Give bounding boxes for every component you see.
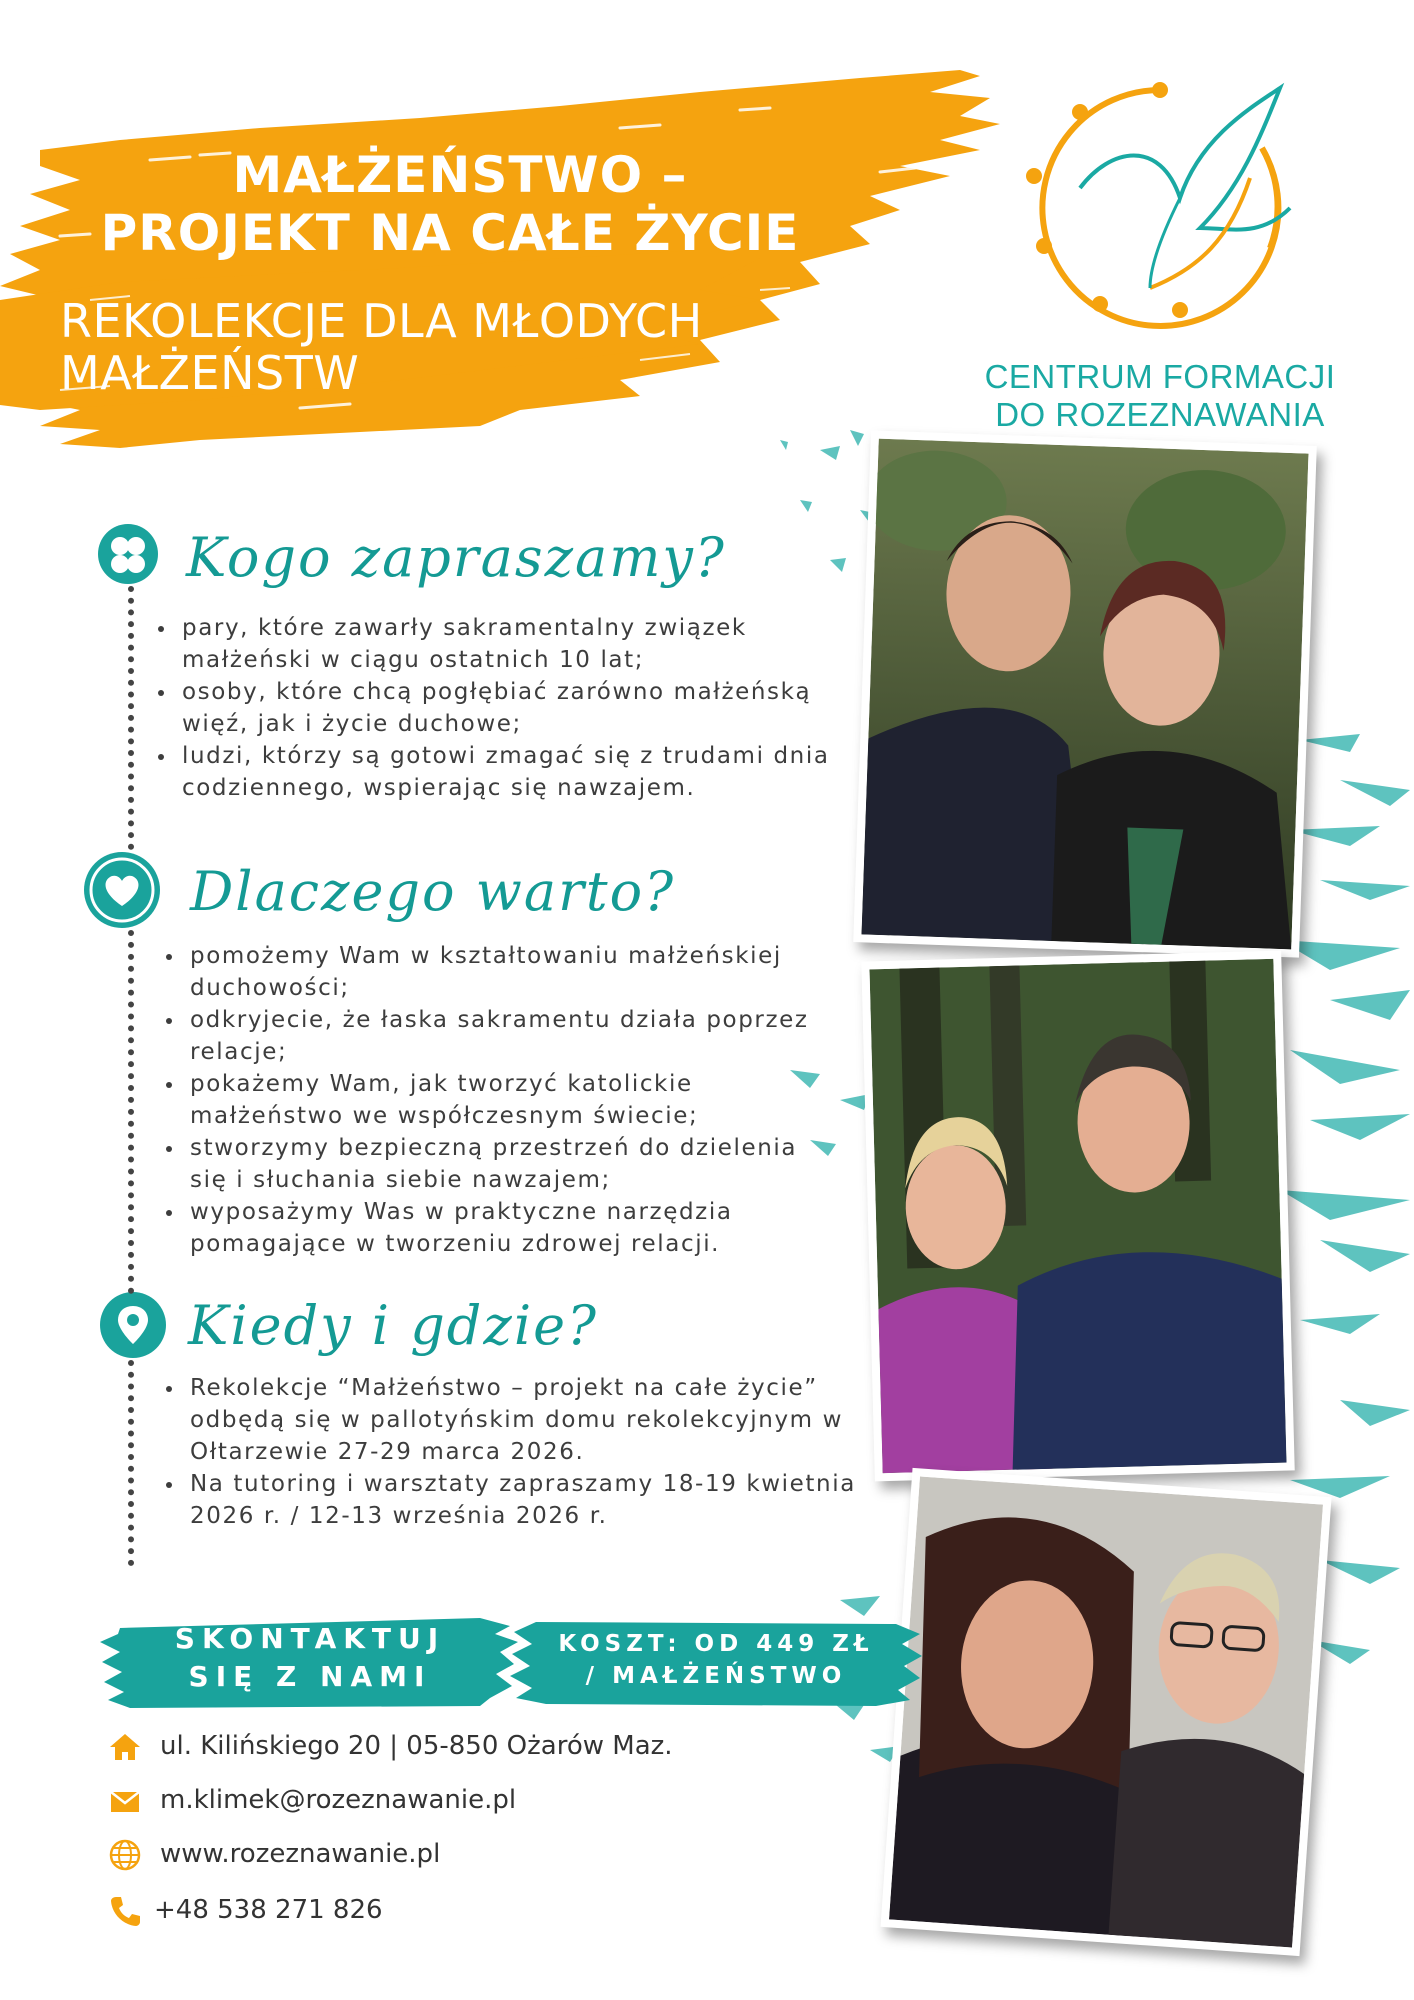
cost-line-1: KOSZT: OD 449 ZŁ <box>558 1631 874 1657</box>
address-row <box>108 1726 748 1766</box>
org-name-line-1: CENTRUM FORMACJI <box>984 358 1336 395</box>
contact-cta-line-1: SKONTAKTUJ <box>174 1622 446 1655</box>
timeline-dotted-line <box>128 586 134 850</box>
timeline-dotted-line <box>128 1360 134 1566</box>
list-item: Na tutoring i warsztaty zapraszamy 18-19 kwietnia 2026 r. / 12-13 września 2026 r. <box>160 1468 860 1532</box>
section-title-who: Kogo zapraszamy? <box>186 526 726 589</box>
list-item: pomożemy Wam w kształtowaniu małżeńskiej duchowości; <box>160 940 840 1004</box>
couple-photo-3 <box>880 1468 1331 1956</box>
envelope-icon <box>108 1784 142 1818</box>
address-text: ul. Kilińskiego 20 | 05-850 Ożarów Maz. <box>160 1731 673 1761</box>
website-row[interactable] <box>108 1834 588 1874</box>
why-list <box>160 940 840 1260</box>
timeline-dotted-line <box>128 930 134 1294</box>
phone-icon <box>108 1894 142 1928</box>
list-item: stworzymy bezpieczną przestrzeń do dzielenia się i słuchania siebie nawzajem; <box>160 1132 840 1196</box>
subtitle-line-2: MAŁŻEŃSTW <box>60 346 360 400</box>
list-item: Rekolekcje “Małżeństwo – projekt na całe życie” odbędą się w pallotyńskim domu rekolekcyjnym w Ołtarzewie 27-29 marca 2026. <box>160 1372 860 1468</box>
home-icon <box>108 1730 142 1764</box>
people-icon <box>98 524 158 584</box>
contact-cta-line-2: SIĘ Z NAMI <box>188 1660 432 1693</box>
title-line-1: MAŁŻEŃSTWO – <box>232 146 688 204</box>
list-item: ludzi, którzy są gotowi zmagać się z trudami dnia codziennego, wspierając się nawzajem. <box>152 740 832 804</box>
org-name-line-2: DO ROZEZNAWANIA <box>995 396 1325 433</box>
cost-line-2: / MAŁŻEŃSTWO <box>585 1663 847 1689</box>
email-link[interactable]: m.klimek@rozeznawanie.pl <box>160 1785 517 1815</box>
heart-icon <box>84 852 160 928</box>
website-link[interactable]: www.rozeznawanie.pl <box>160 1839 441 1869</box>
when-where-list <box>160 1372 860 1532</box>
dove-circle-icon <box>1000 78 1320 338</box>
list-item: pary, które zawarły sakramentalny związek małżeński w ciągu ostatnich 10 lat; <box>152 612 832 676</box>
section-title-when-where: Kiedy i gdzie? <box>188 1294 599 1357</box>
list-item: pokażemy Wam, jak tworzyć katolickie małżeństwo we współczesnym świecie; <box>160 1068 840 1132</box>
phone-row[interactable] <box>108 1890 508 1930</box>
globe-icon <box>108 1838 142 1872</box>
phone-link[interactable]: +48 538 271 826 <box>154 1895 383 1925</box>
couple-photo-2 <box>861 951 1294 1482</box>
who-list <box>152 612 832 804</box>
location-pin-icon <box>100 1292 166 1358</box>
list-item: wyposażymy Was w praktyczne narzędzia pomagające w tworzeniu zdrowej relacji. <box>160 1196 840 1260</box>
list-item: osoby, które chcą pogłębiać zarówno małżeńską więź, jak i życie duchowe; <box>152 676 832 740</box>
title-line-2: PROJEKT NA CAŁE ŻYCIE <box>100 204 800 262</box>
couple-photo-1 <box>853 430 1317 957</box>
email-row[interactable] <box>108 1780 628 1820</box>
section-title-why: Dlaczego warto? <box>190 860 676 923</box>
subtitle-line-1: REKOLEKCJE DLA MŁODYCH <box>60 294 703 348</box>
list-item: odkryjecie, że łaska sakramentu działa poprzez relacje; <box>160 1004 840 1068</box>
